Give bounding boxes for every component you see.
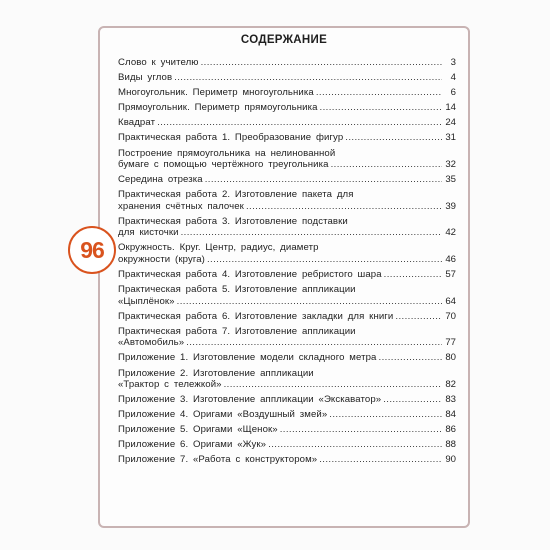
toc-page-number: 35 <box>445 174 456 186</box>
toc-entry <box>118 72 456 87</box>
toc-entry-title: Практическая работа 6. Изготовление закладки для книги <box>118 310 394 322</box>
toc-page-number: 77 <box>445 337 456 349</box>
toc-entry-line <box>118 189 456 201</box>
dot-leader <box>319 454 442 465</box>
toc-entry-title: Многоугольник. Периметр многоугольника <box>118 87 314 99</box>
toc-entry-line <box>118 87 456 99</box>
toc-page-number: 83 <box>445 394 456 406</box>
dot-leader <box>157 117 442 128</box>
toc-entry <box>118 424 456 439</box>
dot-leader <box>395 311 442 322</box>
toc-entry-title: бумаге с помощью чертёжного треугольника <box>118 159 329 171</box>
toc-entry-title: Виды углов <box>118 72 173 84</box>
toc-entry <box>118 242 456 269</box>
dot-leader <box>181 227 442 238</box>
toc-entry <box>118 394 456 409</box>
toc-page-number: 64 <box>445 295 456 307</box>
dot-leader <box>205 174 442 185</box>
toc-entry-line <box>118 269 456 281</box>
toc-entry-line <box>118 439 456 451</box>
toc-entry-title: Приложение 4. Оригами «Воздушный змей» <box>118 409 328 421</box>
dot-leader <box>331 159 442 170</box>
toc-entry-title: Практическая работа 7. Изготовление аппликации <box>118 325 356 337</box>
toc-page-number: 46 <box>445 253 456 265</box>
toc-entry-title: Окружность. Круг. Центр, радиус, диаметр <box>118 242 319 254</box>
toc-entry-line <box>118 254 456 266</box>
toc-page-number: 86 <box>445 424 456 436</box>
toc-page-number: 3 <box>450 57 456 68</box>
toc-entry-title: Практическая работа 5. Изготовление аппликации <box>118 284 356 296</box>
dot-leader <box>383 394 442 405</box>
toc-entry <box>118 87 456 102</box>
dot-leader <box>201 57 442 68</box>
toc-page-number: 82 <box>445 379 456 390</box>
toc-entry-line <box>118 284 456 296</box>
toc-entry-title: Приложение 2. Изготовление аппликации <box>118 367 314 379</box>
toc-page-number: 57 <box>445 269 456 281</box>
toc-entry <box>118 132 456 147</box>
toc-entry-title: Приложение 5. Оригами «Щенок» <box>118 424 278 436</box>
toc-entry-line <box>118 424 456 436</box>
toc-entry-title: Слово к учителю <box>118 57 199 68</box>
toc-page-number: 90 <box>445 454 456 466</box>
toc-entry-line <box>118 409 456 421</box>
toc-entry <box>118 454 456 469</box>
toc-entry-title: Приложение 6. Оригами «Жук» <box>118 439 267 451</box>
toc-entry-title: Построение прямоугольника на нелинованной <box>118 147 336 159</box>
toc-entry-title: «Цыплёнок» <box>118 295 175 307</box>
toc-entry <box>118 117 456 132</box>
toc-page-number: 32 <box>445 159 456 171</box>
dot-leader <box>329 409 442 420</box>
toc-entry-line <box>118 227 456 239</box>
toc-entry <box>118 409 456 424</box>
dot-leader <box>345 132 442 143</box>
dot-leader <box>174 72 442 83</box>
toc-entry-title: Практическая работа 4. Изготовление ребристого шара <box>118 269 382 281</box>
toc-entry <box>118 216 456 243</box>
toc-entry <box>118 57 456 72</box>
dot-leader <box>268 439 442 450</box>
toc-entry <box>118 284 456 311</box>
toc-entry-title: хранения счётных палочек <box>118 200 244 212</box>
dot-leader <box>384 269 442 280</box>
toc-entry <box>118 174 456 189</box>
toc-entry-title: Практическая работа 3. Изготовление подставки <box>118 215 348 227</box>
page-title: СОДЕРЖАНИЕ <box>240 34 328 46</box>
toc-entry <box>118 439 456 454</box>
toc-page-number: 24 <box>445 117 456 129</box>
toc-entry-line <box>118 326 456 338</box>
toc-entry-title: Приложение 3. Изготовление аппликации «Экскаватор» <box>118 394 382 406</box>
toc-entry-title: «Трактор с тележкой» <box>118 379 222 390</box>
toc-page-number: 70 <box>445 310 456 322</box>
toc-entry-line <box>118 72 456 84</box>
toc-entry <box>118 148 456 175</box>
page-number-badge: 96 <box>68 226 116 274</box>
toc-page-number: 6 <box>450 87 456 99</box>
toc-entry-line <box>118 296 456 308</box>
dot-leader <box>246 201 442 212</box>
dot-leader <box>320 102 442 113</box>
dot-leader <box>186 337 442 348</box>
toc-entry-line <box>118 337 456 349</box>
dot-leader <box>224 379 442 390</box>
toc-entry <box>118 102 456 117</box>
toc-entry-line <box>118 216 456 228</box>
toc-page-number: 84 <box>445 409 456 421</box>
dot-leader <box>379 352 443 363</box>
toc-entry-line <box>118 311 456 323</box>
toc-entry-line <box>118 57 456 69</box>
toc-entry-title: Практическая работа 1. Преобразование фигур <box>118 132 344 144</box>
toc-entry-title: Середина отрезка <box>118 174 203 186</box>
dot-leader <box>280 424 442 435</box>
toc-entry-line <box>118 352 456 364</box>
toc-entry-title: Приложение 1. Изготовление модели складного метра <box>118 352 377 364</box>
toc-entry <box>118 352 456 367</box>
toc-entry-title: окружности (круга) <box>118 253 205 265</box>
toc-page-number: 14 <box>445 102 456 114</box>
toc-entry-line <box>118 201 456 213</box>
toc-entry-line <box>118 159 456 171</box>
toc-entry <box>118 368 456 395</box>
toc-entry <box>118 326 456 353</box>
toc-page-number: 31 <box>445 132 456 144</box>
dot-leader <box>177 296 442 307</box>
toc-entry <box>118 189 456 216</box>
toc-entry-title: Квадрат <box>118 117 156 129</box>
toc-entry <box>118 311 456 326</box>
toc-entry <box>118 269 456 284</box>
toc-entry-title: для кисточки <box>118 227 179 239</box>
dot-leader <box>207 254 442 265</box>
toc-entry-line <box>118 132 456 144</box>
toc-page-number: 42 <box>445 227 456 239</box>
toc-page-number: 80 <box>445 352 456 364</box>
toc-entry-line <box>118 102 456 114</box>
toc-entry-line <box>118 454 456 466</box>
toc-entry-line <box>118 379 456 391</box>
toc-entry-line <box>118 117 456 129</box>
toc-entry-line <box>118 174 456 186</box>
toc-entry-title: Прямоугольник. Периметр прямоугольника <box>118 102 318 114</box>
dot-leader <box>316 87 442 98</box>
toc-entry-line <box>118 148 456 160</box>
toc-entry-title: Практическая работа 2. Изготовление пакета для <box>118 189 354 201</box>
toc-entry-line <box>118 394 456 406</box>
toc-page-number: 88 <box>445 439 456 451</box>
table-of-contents <box>118 57 456 470</box>
toc-entry-title: «Автомобиль» <box>118 337 185 349</box>
toc-page-number: 4 <box>450 72 456 84</box>
toc-entry-title: Приложение 7. «Работа с конструктором» <box>118 454 318 466</box>
toc-page-number: 39 <box>445 200 456 212</box>
toc-entry-line <box>118 368 456 380</box>
toc-entry-line <box>118 242 456 254</box>
